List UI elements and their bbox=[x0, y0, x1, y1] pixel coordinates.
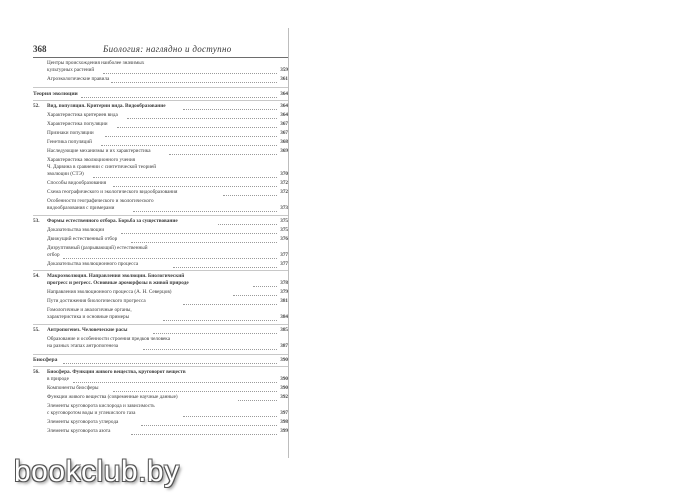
book-page: 368 Биология: наглядно и доступно Центры происхождения наиболее значимых культурных растений 359 Агроэкологические правила 361 Теория эволюции 364 52. Вид, популяция. Критерии вида. Видообразование 364 Характеристика критериев вида 364 Характеристика популяции 367 Признаки популяции 367 Генетика популяций 368 Наследующие механизмы и их характеристика 369 Характеристика эволюционного учения Ч. Дарвина в сравнении с синтетической теорией эволюции (СТЭ) 370 Способы видообразования 372 Схема географического и экологического видообразования 372 Особенности географического и экологического видообразования с примерами 373 53. Формы естественного отбора. Борьба за существование 375 Доказательства эволюции 375 Движущий естественный отбор 376 Дизруптивный (разрывающий) естественный отбор 377 Доказательства эволюционного процесса 377 54. Макроэволюция. Направления эволюции. Биологический прогресс и регресс. Основные ароморфозы в живой природе 378 Направления эволюционного процесса (А. Н. Северцов) 379 Пути достижения биологического прогресса 381 Гомологичные и аналогичные органы, характеристика и основные примеры 384 55. Антропогенез. Человеческие расы 385 Образование и особенности строения предков человека на разных этапах антропогенеза 387 Биосфера 390 56. Биосфера. Функции живого вещества, круговорот веществ в природе 390 Компоненты биосферы 390 Функции живого вещества (современные научные данные) 392 Элементы круговорота кислорода и зависимость с круговоротом воды и углекислого газа 397 Элементы круговорота углерода 398 Элементы круговорота азота 399 bookclub.by bbox=[0, 0, 700, 504]
watermark-logo: bookclub.by bbox=[14, 455, 180, 488]
header-rule bbox=[33, 57, 288, 58]
page-spine-line bbox=[288, 28, 289, 458]
page-number: 368 bbox=[33, 44, 47, 54]
running-title: Биология: наглядно и доступно bbox=[103, 44, 232, 54]
page-header bbox=[33, 44, 288, 58]
